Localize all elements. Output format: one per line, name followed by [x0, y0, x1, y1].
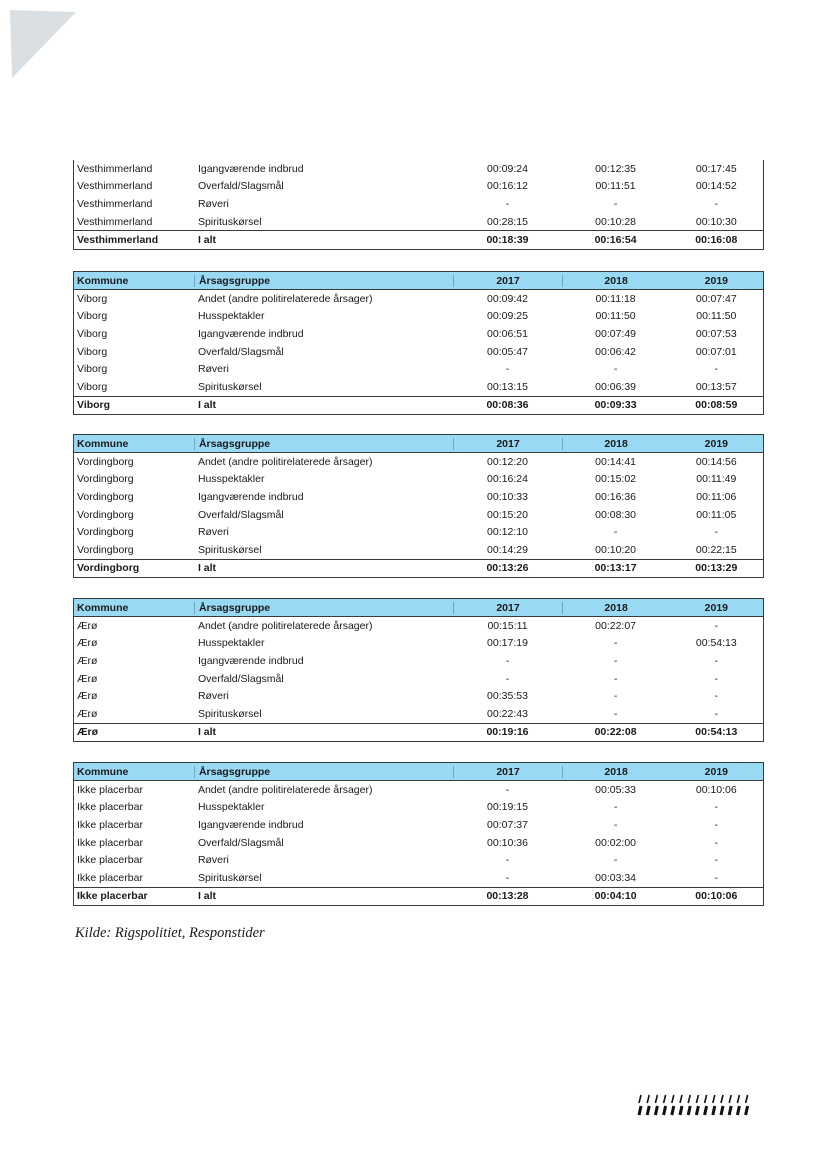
table-section [73, 160, 764, 250]
table-row [74, 617, 763, 635]
header-cell: Kommune [77, 274, 129, 287]
table-cell: - [714, 707, 719, 720]
table-cell: - [714, 871, 719, 884]
table-cell: Røveri [197, 526, 229, 539]
table-cell: - [714, 672, 719, 685]
table-cell: - [505, 672, 510, 685]
table-cell: Vesthimmerland [77, 197, 153, 210]
table-cell: 00:54:13 [695, 726, 738, 739]
table-cell: Husspektakler [197, 473, 265, 486]
table-cell: 00:35:53 [487, 690, 528, 703]
table-section [73, 434, 764, 578]
table-row [74, 160, 763, 178]
header-cell: 2019 [704, 274, 728, 287]
table-cell: Overfald/Slagsmål [197, 508, 284, 521]
table-cell: Vordingborg [77, 473, 134, 486]
table-row [74, 360, 763, 378]
source-caption: Kilde: Rigspolitiet, Responstider [75, 925, 265, 941]
table-cell: 00:08:59 [695, 399, 738, 412]
table-cell: Husspektakler [197, 637, 265, 650]
table-cell: Viborg [77, 399, 111, 412]
table-cell: 00:13:15 [487, 380, 528, 393]
table-header [74, 435, 763, 453]
header-cell: Kommune [77, 437, 129, 450]
table-cell: Igangværende indbrud [197, 162, 304, 175]
table-cell: Røveri [197, 363, 229, 376]
table-cell: Viborg [77, 363, 108, 376]
table-cell: - [714, 801, 719, 814]
table-cell: Overfald/Slagsmål [197, 345, 284, 358]
header-cell: 2018 [562, 602, 670, 614]
table-cell: 00:11:51 [595, 180, 636, 193]
table-cell: Vordingborg [77, 543, 134, 556]
table-cell: - [505, 363, 510, 376]
table-cell: Andet (andre politirelaterede årsager) [197, 619, 373, 632]
table-row [74, 488, 763, 506]
table-row [74, 325, 763, 343]
total-row [74, 396, 763, 415]
table-cell: - [714, 854, 719, 867]
table-cell: Røveri [197, 854, 229, 867]
table-row [74, 851, 763, 869]
header-cell: Årsagsgruppe [194, 275, 454, 287]
table-cell: 00:12:35 [595, 162, 637, 175]
table-row [74, 799, 763, 817]
table-cell: 00:09:33 [594, 399, 637, 412]
table-row [74, 834, 763, 852]
table-row [74, 471, 763, 489]
table-cell: - [505, 871, 510, 884]
table-row [74, 869, 763, 887]
table-cell: Spirituskørsel [197, 543, 262, 556]
table-cell: - [505, 783, 510, 796]
table-cell: Viborg [77, 345, 108, 358]
table-cell: Ærø [77, 707, 98, 720]
table-cell: Andet (andre politirelaterede årsager) [197, 455, 373, 468]
table-cell: - [714, 363, 719, 376]
table-cell: 00:14:29 [487, 543, 528, 556]
table-cell: Ærø [77, 619, 98, 632]
header-cell: Kommune [77, 765, 129, 778]
table-cell: 00:13:57 [695, 380, 737, 393]
total-row [74, 723, 763, 742]
table-row [74, 670, 763, 688]
table-cell: 00:14:56 [695, 455, 737, 468]
table-cell: 00:16:24 [487, 473, 528, 486]
total-row [74, 887, 763, 906]
table-cell: 00:15:02 [595, 473, 637, 486]
page-corner-mark [0, 0, 80, 80]
table-row [74, 308, 763, 326]
table-cell: 00:28:15 [487, 215, 528, 228]
table-cell: 00:18:39 [486, 234, 529, 247]
table-cell: 00:10:06 [695, 783, 737, 796]
table-cell: 00:11:18 [595, 292, 636, 305]
table-cell: 00:10:33 [487, 490, 528, 503]
table-cell: - [714, 836, 719, 849]
total-row [74, 230, 763, 249]
header-cell: 2019 [704, 437, 728, 450]
table-cell: 00:22:07 [595, 619, 637, 632]
table-row [74, 506, 763, 524]
table-cell: 00:17:19 [487, 637, 528, 650]
table-row [74, 178, 763, 196]
table-cell: 00:14:41 [595, 455, 637, 468]
table-cell: 00:07:53 [695, 327, 737, 340]
table-cell: 00:14:52 [695, 180, 737, 193]
table-cell: Ærø [77, 672, 98, 685]
header-cell: Kommune [77, 601, 129, 614]
table-cell: 00:06:42 [595, 345, 637, 358]
table-cell: - [613, 854, 618, 867]
table-cell: Vordingborg [77, 562, 140, 575]
table-cell: Ikke placerbar [77, 783, 143, 796]
header-cell: 2017 [453, 275, 561, 287]
table-row [74, 652, 763, 670]
total-row [74, 559, 763, 578]
table-cell: Igangværende indbrud [197, 654, 304, 667]
table-cell: Vordingborg [77, 508, 134, 521]
table-row [74, 541, 763, 559]
table-cell: Spirituskørsel [197, 707, 262, 720]
table-cell: Overfald/Slagsmål [197, 836, 284, 849]
table-cell: 00:11:49 [696, 473, 737, 486]
table-cell: 00:11:05 [696, 508, 737, 521]
table-cell: - [505, 197, 510, 210]
table-section [73, 762, 764, 906]
header-cell: 2019 [704, 601, 728, 614]
table-cell: 00:17:45 [695, 162, 737, 175]
table-cell: Viborg [77, 292, 108, 305]
table-cell: Husspektakler [197, 801, 265, 814]
table-cell: Vordingborg [77, 455, 134, 468]
table-row [74, 705, 763, 723]
table-cell: 00:22:15 [695, 543, 737, 556]
table-cell: Røveri [197, 690, 229, 703]
table-cell: 00:13:28 [486, 890, 529, 903]
table-cell: Viborg [77, 327, 108, 340]
table-cell: 00:09:42 [487, 292, 528, 305]
table-cell: 00:03:34 [595, 871, 637, 884]
table-cell: - [613, 801, 618, 814]
table-cell: 00:19:15 [487, 801, 528, 814]
header-cell: Årsagsgruppe [194, 438, 454, 450]
table-cell: - [613, 197, 618, 210]
table-cell: Ærø [77, 654, 98, 667]
header-cell: 2017 [453, 766, 561, 778]
table-cell: Vesthimmerland [77, 234, 159, 247]
table-cell: - [714, 654, 719, 667]
table-row [74, 523, 763, 541]
header-cell: Årsagsgruppe [194, 602, 454, 614]
table-cell: - [714, 619, 719, 632]
table-cell: Igangværende indbrud [197, 490, 304, 503]
table-cell: 00:19:16 [486, 726, 529, 739]
table-cell: 00:11:06 [696, 490, 737, 503]
table-cell: Ikke placerbar [77, 871, 143, 884]
table-cell: Igangværende indbrud [197, 818, 304, 831]
table-cell: 00:05:47 [487, 345, 528, 358]
table-cell: 00:16:08 [695, 234, 738, 247]
table-cell: 00:13:29 [695, 562, 738, 575]
table-cell: Overfald/Slagsmål [197, 672, 284, 685]
table-cell: Igangværende indbrud [197, 327, 304, 340]
table-cell: Andet (andre politirelaterede årsager) [197, 783, 373, 796]
table-cell: 00:09:24 [487, 162, 528, 175]
table-cell: Røveri [197, 197, 229, 210]
table-cell: - [613, 637, 618, 650]
table-cell: 00:09:25 [487, 310, 528, 323]
table-cell: Viborg [77, 310, 108, 323]
header-cell: 2018 [562, 766, 670, 778]
table-cell: I alt [197, 562, 217, 575]
table-row [74, 687, 763, 705]
table-cell: - [714, 690, 719, 703]
table-cell: - [505, 854, 510, 867]
table-cell: 00:16:54 [594, 234, 637, 247]
table-cell: Ærø [77, 690, 98, 703]
table-section [73, 598, 764, 742]
table-cell: Spirituskørsel [197, 871, 262, 884]
table-cell: - [613, 654, 618, 667]
table-cell: 00:16:36 [595, 490, 637, 503]
table-cell: Spirituskørsel [197, 215, 262, 228]
table-section [73, 271, 764, 415]
table-cell: 00:07:47 [695, 292, 737, 305]
table-cell: 00:08:30 [595, 508, 637, 521]
table-row [74, 378, 763, 396]
table-cell: - [714, 526, 719, 539]
table-cell: 00:06:39 [595, 380, 637, 393]
table-cell: Vordingborg [77, 490, 134, 503]
table-cell: - [505, 654, 510, 667]
table-cell: I alt [197, 399, 217, 412]
table-header [74, 763, 763, 781]
table-cell: Ærø [77, 726, 98, 739]
table-cell: - [613, 690, 618, 703]
table-row [74, 343, 763, 361]
header-cell: 2017 [453, 602, 561, 614]
table-cell: Vesthimmerland [77, 162, 153, 175]
header-cell: 2018 [562, 438, 670, 450]
table-header [74, 599, 763, 617]
table-cell: 00:10:36 [487, 836, 528, 849]
table-cell: Ærø [77, 637, 98, 650]
table-cell: 00:15:20 [487, 508, 528, 521]
table-row [74, 195, 763, 213]
table-cell: - [714, 197, 719, 210]
table-cell: 00:06:51 [487, 327, 528, 340]
table-cell: 00:04:10 [594, 890, 637, 903]
table-row [74, 816, 763, 834]
header-cell: 2019 [704, 765, 728, 778]
table-cell: 00:54:13 [695, 637, 737, 650]
table-cell: Ikke placerbar [77, 801, 143, 814]
table-cell: Ikke placerbar [77, 836, 143, 849]
table-cell: 00:13:17 [594, 562, 637, 575]
header-cell: Årsagsgruppe [194, 766, 454, 778]
table-cell: Overfald/Slagsmål [197, 180, 284, 193]
table-cell: 00:08:36 [486, 399, 529, 412]
table-row [74, 213, 763, 231]
table-cell: 00:22:08 [594, 726, 637, 739]
table-cell: 00:15:11 [487, 619, 528, 632]
table-cell: Viborg [77, 380, 108, 393]
table-cell: 00:11:50 [696, 310, 737, 323]
table-cell: Vesthimmerland [77, 180, 153, 193]
table-cell: 00:07:37 [487, 818, 528, 831]
barcode-mark [636, 1094, 752, 1116]
table-cell: I alt [197, 726, 217, 739]
table-cell: - [613, 707, 618, 720]
table-cell: - [613, 818, 618, 831]
table-cell: Andet (andre politirelaterede årsager) [197, 292, 373, 305]
table-cell: Vesthimmerland [77, 215, 153, 228]
table-cell: I alt [197, 890, 217, 903]
header-cell: 2018 [562, 275, 670, 287]
table-cell: Ikke placerbar [77, 890, 148, 903]
header-cell: 2017 [453, 438, 561, 450]
table-row [74, 635, 763, 653]
table-row [74, 453, 763, 471]
table-cell: 00:10:06 [695, 890, 738, 903]
table-cell: - [613, 363, 618, 376]
table-cell: 00:16:12 [487, 180, 528, 193]
table-row [74, 781, 763, 799]
table-cell: I alt [197, 234, 217, 247]
table-row [74, 290, 763, 308]
table-cell: Spirituskørsel [197, 380, 262, 393]
table-cell: Ikke placerbar [77, 854, 143, 867]
table-cell: 00:07:01 [695, 345, 737, 358]
table-cell: 00:13:26 [486, 562, 529, 575]
table-cell: 00:07:49 [595, 327, 637, 340]
table-cell: Vordingborg [77, 526, 134, 539]
table-cell: - [613, 672, 618, 685]
table-cell: 00:10:30 [695, 215, 737, 228]
table-cell: 00:22:43 [487, 707, 528, 720]
table-cell: 00:11:50 [595, 310, 636, 323]
table-cell: - [613, 526, 618, 539]
table-cell: - [714, 818, 719, 831]
table-cell: Husspektakler [197, 310, 265, 323]
table-cell: 00:10:28 [595, 215, 637, 228]
table-cell: Ikke placerbar [77, 818, 143, 831]
table-header [74, 272, 763, 290]
table-cell: 00:12:20 [487, 455, 528, 468]
table-cell: 00:12:10 [487, 526, 528, 539]
table-cell: 00:02:00 [595, 836, 637, 849]
table-cell: 00:05:33 [595, 783, 637, 796]
table-cell: 00:10:20 [595, 543, 637, 556]
